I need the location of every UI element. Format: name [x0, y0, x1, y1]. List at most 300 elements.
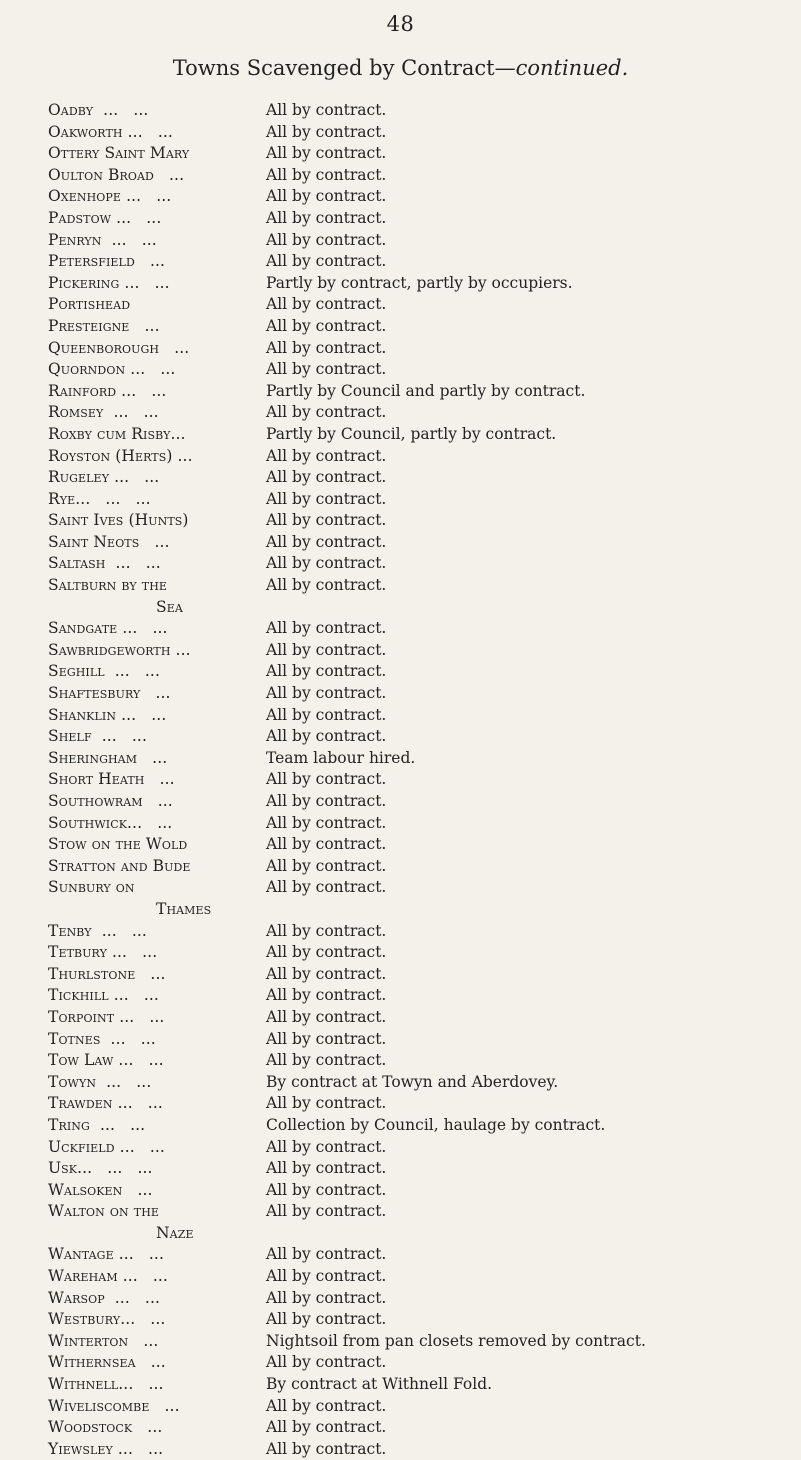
leader-dots: ...	[170, 640, 191, 659]
place-label: Presteigne	[48, 316, 130, 335]
place-label: Tring	[48, 1115, 90, 1134]
place-name	[48, 381, 266, 403]
leader-dots: ... ...	[113, 1245, 164, 1264]
place-name	[48, 769, 266, 791]
leader-dots: ... ...	[103, 403, 159, 422]
scavenging-method: All by contract.	[266, 1288, 387, 1307]
place-label: Oulton Broad	[48, 165, 154, 184]
place-name	[48, 726, 266, 748]
place-name	[48, 1137, 266, 1159]
place-name	[48, 424, 266, 446]
leader-dots: ... ...	[113, 1051, 164, 1070]
place-label: Woodstock	[48, 1418, 133, 1437]
table-row	[48, 985, 793, 1007]
scavenging-method: By contract at Towyn and Aberdovey.	[266, 1072, 559, 1091]
leader-dots: ... ...	[101, 230, 157, 249]
place-label: Romsey	[48, 403, 104, 422]
leader-dots: ...	[142, 792, 173, 810]
scavenging-method: Partly by Council, partly by contract.	[266, 424, 557, 443]
scavenging-method: All by contract.	[266, 619, 387, 638]
place-label: Wiveliscombe	[48, 1396, 150, 1415]
scavenging-method: All by contract.	[266, 576, 387, 595]
place-label: Uckfield	[48, 1137, 115, 1156]
place-label: Stow on the Wold	[48, 835, 188, 854]
place-label: Westbury	[48, 1310, 121, 1329]
scavenging-method: Collection by Council, haulage by contract.	[266, 1115, 606, 1134]
place-name	[48, 165, 266, 187]
table-row	[48, 769, 793, 791]
table-row	[48, 877, 793, 920]
place-label: Tickhill	[48, 986, 109, 1005]
place-label: Stratton and Bude	[48, 856, 191, 875]
place-name	[48, 1158, 266, 1180]
scavenging-method: All by contract.	[266, 986, 387, 1005]
leader-dots: ... ...	[108, 986, 159, 1005]
leader-dots: ... ...	[93, 101, 149, 119]
place-label: Southowram	[48, 792, 143, 810]
place-label: Walsoken	[48, 1180, 123, 1199]
place-label: Shaftesbury	[48, 684, 141, 703]
place-name	[48, 1439, 266, 1460]
scavenging-method: All by contract.	[266, 921, 387, 940]
scavenging-method: Partly by Council and partly by contract.	[266, 381, 586, 400]
leader-dots: ... ...	[91, 727, 147, 746]
place-name	[48, 1029, 266, 1051]
place-label: Totnes	[48, 1029, 101, 1048]
table-row	[48, 1093, 793, 1115]
table-row	[48, 1374, 793, 1396]
table-row	[48, 964, 793, 986]
place-name	[48, 1417, 266, 1439]
leader-dots: ... ...	[114, 1137, 165, 1156]
table-row	[48, 1439, 793, 1460]
table-row	[48, 661, 793, 683]
table-row	[48, 1115, 793, 1137]
place-continuation: Sea	[156, 597, 183, 616]
scavenging-method: All by contract.	[266, 489, 387, 508]
place-label: Shanklin	[48, 705, 117, 724]
table-row	[48, 856, 793, 878]
place-name	[48, 402, 266, 424]
place-name	[48, 856, 266, 878]
scavenging-method: All by contract.	[266, 1439, 387, 1458]
scavenging-method: All by contract.	[266, 1267, 387, 1286]
place-name	[48, 359, 266, 381]
leader-dots: ... ...	[118, 1375, 164, 1394]
leader-dots: ... ...	[119, 273, 170, 292]
place-name	[48, 553, 266, 575]
scavenging-method: All by contract.	[266, 705, 387, 724]
scavenging-method: All by contract.	[266, 1310, 387, 1329]
table-row	[48, 705, 793, 727]
leader-dots: ...	[139, 532, 170, 551]
place-continuation: Thames	[156, 899, 212, 918]
scavenging-method: All by contract.	[266, 360, 387, 379]
scavenging-method: All by contract.	[266, 1418, 387, 1437]
table-row	[48, 165, 793, 187]
place-label: Short Heath	[48, 770, 145, 789]
table-row	[48, 1007, 793, 1029]
table-row	[48, 186, 793, 208]
place-name	[48, 1093, 266, 1115]
place-name	[48, 1309, 266, 1331]
place-label: Tow Law	[48, 1051, 114, 1070]
leader-dots: ...	[140, 684, 171, 703]
place-name	[48, 964, 266, 986]
place-name	[48, 877, 266, 920]
table-row	[48, 942, 793, 964]
leader-dots: ...	[129, 316, 160, 335]
place-label: Wareham	[48, 1267, 118, 1286]
table-row	[48, 359, 793, 381]
scavenging-method: All by contract.	[266, 208, 387, 227]
place-name	[48, 834, 266, 856]
place-name	[48, 1072, 266, 1094]
table-row	[48, 122, 793, 144]
entries-table	[48, 100, 793, 1460]
place-name	[48, 316, 266, 338]
place-label: Padstow	[48, 208, 112, 227]
scavenging-method: Partly by contract, partly by occupiers.	[266, 273, 573, 292]
scavenging-method: All by contract.	[266, 1396, 387, 1415]
table-row	[48, 143, 793, 165]
table-row	[48, 100, 793, 122]
place-label: Portishead	[48, 295, 131, 314]
page-title-continued: continued.	[515, 56, 629, 80]
leader-dots: ... ...	[122, 122, 173, 141]
place-label: Sunbury on	[48, 878, 135, 897]
scavenging-method: All by contract.	[266, 1094, 387, 1113]
table-row	[48, 726, 793, 748]
scavenging-method: Team labour hired.	[266, 748, 416, 767]
place-label: Rugeley	[48, 468, 110, 487]
place-name	[48, 532, 266, 554]
place-name	[48, 942, 266, 964]
place-name	[48, 1288, 266, 1310]
table-row	[48, 1072, 793, 1094]
leader-dots: ... ...	[106, 943, 158, 962]
place-name	[48, 985, 266, 1007]
place-label: Shelf	[48, 727, 92, 746]
place-name	[48, 230, 266, 252]
place-name	[48, 1201, 266, 1244]
place-name	[48, 1007, 266, 1029]
place-label: Roxby cum Risby	[48, 424, 171, 443]
table-row	[48, 834, 793, 856]
scavenging-method: All by contract.	[266, 964, 387, 983]
leader-dots: ... ...	[117, 619, 168, 638]
table-row	[48, 1137, 793, 1159]
table-row	[48, 575, 793, 618]
place-label: Yiewsley	[48, 1439, 113, 1458]
scavenging-method: All by contract.	[266, 230, 387, 249]
table-row	[48, 424, 793, 446]
leader-dots: ... ...	[116, 381, 167, 400]
scavenging-method: All by contract.	[266, 252, 387, 271]
place-label: Sandgate	[48, 619, 118, 638]
place-label: Thurlstone	[48, 964, 136, 983]
place-label: Royston (Herts)	[48, 446, 173, 465]
place-name	[48, 683, 266, 705]
scavenging-method: All by contract.	[266, 532, 387, 551]
table-row	[48, 230, 793, 252]
place-label: Oxenhope	[48, 187, 122, 206]
table-row	[48, 1180, 793, 1202]
scavenging-method: All by contract.	[266, 122, 387, 141]
leader-dots: ...	[135, 964, 166, 983]
scavenging-method: All by contract.	[266, 403, 387, 422]
scavenging-method: All by contract.	[266, 1159, 387, 1178]
place-label: Quorndon	[48, 360, 126, 379]
place-label: Rainford	[48, 381, 117, 400]
leader-dots: ...	[172, 446, 193, 465]
place-name	[48, 467, 266, 489]
scavenging-method: All by contract.	[266, 554, 387, 573]
page-title	[0, 56, 801, 80]
table-row	[48, 294, 793, 316]
place-label: Tenby	[48, 921, 92, 940]
place-name	[48, 1266, 266, 1288]
table-row	[48, 553, 793, 575]
scavenging-method: All by contract.	[266, 835, 387, 854]
place-label: Trawden	[48, 1094, 113, 1113]
scavenging-method: All by contract.	[266, 727, 387, 746]
place-name	[48, 575, 266, 618]
leader-dots: ... ...	[109, 468, 160, 487]
table-row	[48, 1158, 793, 1180]
table-row	[48, 208, 793, 230]
place-label: Wantage	[48, 1245, 114, 1264]
leader-dots: ...	[135, 1353, 166, 1372]
table-row	[48, 1266, 793, 1288]
place-label: Saint Neots	[48, 532, 140, 551]
page-number: 48	[386, 12, 415, 36]
leader-dots: ... ...	[96, 1072, 152, 1091]
place-name	[48, 294, 266, 316]
table-row	[48, 1331, 793, 1353]
leader-dots: ... ...	[121, 187, 172, 206]
place-name	[48, 251, 266, 273]
place-label: Torpoint	[48, 1007, 115, 1026]
leader-dots: ... ...	[117, 1267, 168, 1286]
table-row	[48, 1309, 793, 1331]
table-row	[48, 640, 793, 662]
place-name	[48, 100, 266, 122]
table-row	[48, 748, 793, 770]
place-label: Tetbury	[48, 943, 107, 962]
leader-dots: ...	[128, 1331, 159, 1350]
table-row	[48, 1244, 793, 1266]
scavenging-method: All by contract.	[266, 943, 387, 962]
table-row	[48, 618, 793, 640]
leader-dots: ...	[170, 424, 186, 443]
place-label: Saltash	[48, 554, 106, 573]
place-name	[48, 273, 266, 295]
place-label: Saint Ives (Hunts)	[48, 511, 189, 530]
place-label: Queenborough	[48, 338, 160, 357]
place-label: Withnell	[48, 1375, 119, 1394]
table-row	[48, 921, 793, 943]
scavenging-method: All by contract.	[266, 338, 387, 357]
place-name	[48, 1331, 266, 1353]
place-name	[48, 143, 266, 165]
place-label: Sheringham	[48, 748, 138, 767]
place-name	[48, 1180, 266, 1202]
place-name	[48, 1352, 266, 1374]
leader-dots: ...	[132, 1418, 163, 1437]
table-row	[48, 683, 793, 705]
place-label: Sawbridgeworth	[48, 640, 171, 659]
place-name	[48, 208, 266, 230]
place-name	[48, 791, 266, 813]
scavenging-method: All by contract.	[266, 101, 387, 119]
leader-dots: ... ...	[91, 921, 147, 940]
place-label: Petersfield	[48, 252, 135, 271]
place-name	[48, 186, 266, 208]
place-label: Usk	[48, 1159, 78, 1178]
place-name	[48, 640, 266, 662]
place-label: Oadby	[48, 101, 94, 119]
leader-dots: ... ...	[125, 360, 176, 379]
place-name	[48, 618, 266, 640]
place-label: Penryn	[48, 230, 102, 249]
scavenging-method: All by contract.	[266, 684, 387, 703]
table-row	[48, 467, 793, 489]
place-label: Saltburn by the	[48, 576, 168, 595]
place-label: Seghill	[48, 662, 105, 681]
table-row	[48, 402, 793, 424]
scavenging-method: All by contract.	[266, 446, 387, 465]
scavenging-method: All by contract.	[266, 1051, 387, 1070]
table-row	[48, 251, 793, 273]
scavenging-method: All by contract.	[266, 1180, 387, 1199]
leader-dots: ...	[144, 770, 175, 789]
place-name	[48, 338, 266, 360]
scavenging-method: All by contract.	[266, 878, 387, 897]
table-row	[48, 273, 793, 295]
leader-dots: ... ...	[112, 1094, 163, 1113]
place-name	[48, 1115, 266, 1137]
leader-dots: ... ...	[104, 1288, 161, 1307]
leader-dots: ... ...	[127, 813, 173, 832]
page-title-main: Towns Scavenged by Contract—	[172, 56, 516, 80]
scavenging-method: All by contract.	[266, 856, 387, 875]
table-row	[48, 381, 793, 403]
leader-dots: ... ... ...	[75, 489, 151, 508]
leader-dots: ...	[153, 165, 185, 184]
leader-dots: ...	[134, 252, 166, 271]
scavenging-method: All by contract.	[266, 165, 387, 184]
place-name	[48, 1050, 266, 1072]
leader-dots: ...	[122, 1180, 153, 1199]
scavenging-method: All by contract.	[266, 468, 387, 487]
scavenging-method: All by contract.	[266, 144, 387, 163]
place-label: Withernsea	[48, 1353, 136, 1372]
place-name	[48, 489, 266, 511]
place-name	[48, 748, 266, 770]
table-row	[48, 1352, 793, 1374]
place-name	[48, 813, 266, 835]
table-row	[48, 1396, 793, 1418]
table-row	[48, 1417, 793, 1439]
place-name	[48, 510, 266, 532]
place-name	[48, 446, 266, 468]
scavenging-method: All by contract.	[266, 511, 387, 530]
scavenging-method: All by contract.	[266, 316, 387, 335]
scavenging-method: All by contract.	[266, 813, 387, 832]
place-label: Towyn	[48, 1072, 97, 1091]
place-label: Pickering	[48, 273, 120, 292]
scavenging-method: All by contract.	[266, 1202, 387, 1221]
place-name	[48, 122, 266, 144]
place-label: Southwick	[48, 813, 128, 832]
scavenging-method: By contract at Withnell Fold.	[266, 1375, 493, 1394]
scavenging-method: All by contract.	[266, 1137, 387, 1156]
table-row	[48, 532, 793, 554]
scavenging-method: All by contract.	[266, 1353, 387, 1372]
leader-dots: ... ... ...	[77, 1159, 153, 1178]
place-label: Warsop	[48, 1288, 105, 1307]
leader-dots: ... ...	[112, 1439, 164, 1458]
place-name	[48, 1396, 266, 1418]
leader-dots: ... ...	[114, 1007, 165, 1026]
place-name	[48, 921, 266, 943]
leader-dots: ... ...	[116, 705, 167, 724]
table-row	[48, 1288, 793, 1310]
leader-dots: ... ...	[89, 1115, 146, 1134]
leader-dots: ...	[159, 338, 190, 357]
table-row	[48, 1029, 793, 1051]
table-row	[48, 489, 793, 511]
table-row	[48, 338, 793, 360]
leader-dots: ... ...	[100, 1029, 156, 1048]
scavenging-method: All by contract.	[266, 1245, 387, 1264]
scavenging-method: All by contract.	[266, 770, 387, 789]
place-label: Oakworth	[48, 122, 123, 141]
place-label: Rye	[48, 489, 76, 508]
scavenging-method: All by contract.	[266, 792, 387, 810]
scavenging-method: Nightsoil from pan closets removed by contract.	[266, 1331, 646, 1350]
scavenging-method: All by contract.	[266, 187, 387, 206]
place-continuation: Naze	[156, 1223, 194, 1242]
leader-dots: ... ...	[105, 554, 161, 573]
table-row	[48, 1201, 793, 1244]
leader-dots: ... ...	[104, 662, 160, 681]
scavenging-method: All by contract.	[266, 295, 387, 314]
scavenging-method: All by contract.	[266, 662, 387, 681]
table-row	[48, 813, 793, 835]
leader-dots: ... ...	[111, 208, 162, 227]
place-name	[48, 1244, 266, 1266]
scavenging-method: All by contract.	[266, 640, 387, 659]
place-name	[48, 1374, 266, 1396]
place-name	[48, 661, 266, 683]
table-row	[48, 1050, 793, 1072]
place-label: Walton on the	[48, 1202, 160, 1221]
leader-dots: ... ...	[120, 1310, 166, 1329]
place-label: Ottery Saint Mary	[48, 144, 190, 163]
table-row	[48, 316, 793, 338]
place-name	[48, 705, 266, 727]
place-label: Winterton	[48, 1331, 129, 1350]
scavenging-method: All by contract.	[266, 1007, 387, 1026]
table-row	[48, 791, 793, 813]
table-row	[48, 446, 793, 468]
scavenging-method: All by contract.	[266, 1029, 387, 1048]
table-row	[48, 510, 793, 532]
leader-dots: ...	[149, 1396, 180, 1415]
leader-dots: ...	[137, 748, 168, 767]
